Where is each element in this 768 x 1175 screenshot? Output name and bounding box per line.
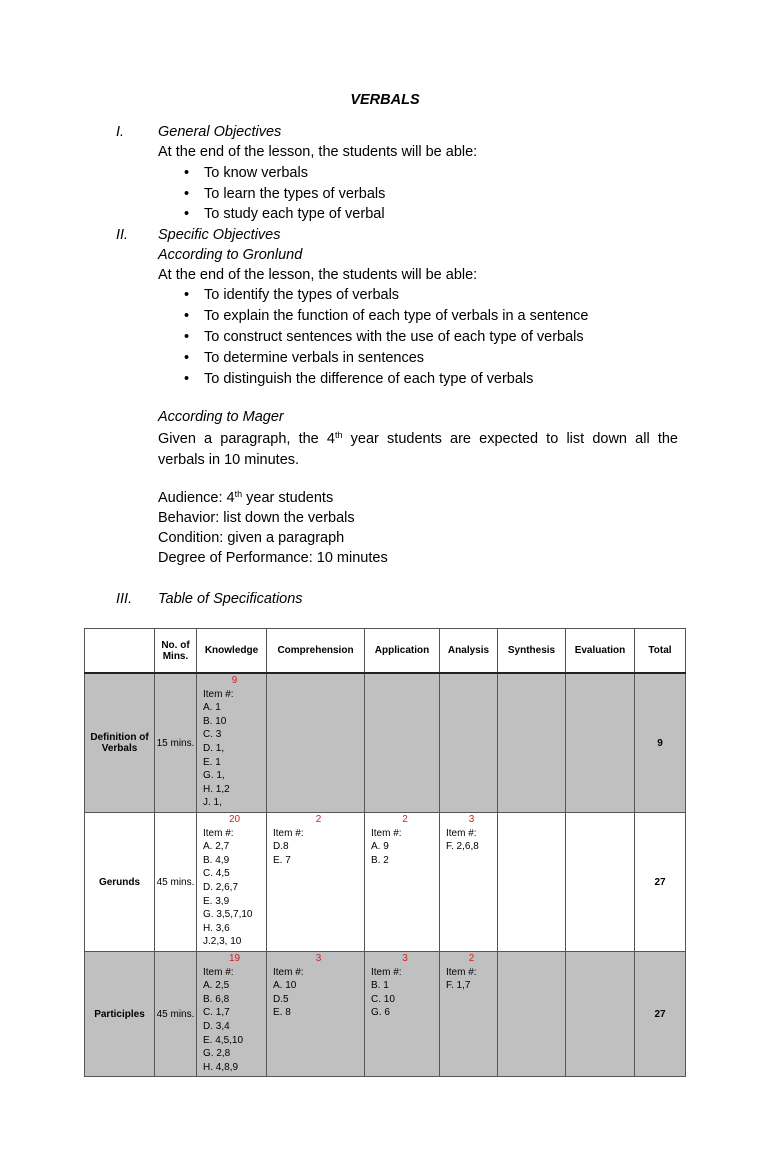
topic-cell: Participles: [85, 952, 155, 1077]
item-number: B. 10: [203, 715, 227, 727]
bullet-item: • To explain the function of each type of verbals in a sentence: [184, 307, 589, 325]
section-numeral: I.: [116, 124, 125, 140]
evaluation-cell: [566, 952, 635, 1077]
item-label: Item #:: [371, 827, 402, 839]
item-number: D. 1,: [203, 742, 225, 754]
item-number: E. 1: [203, 756, 221, 768]
bullet-item: • To learn the types of verbals: [184, 185, 385, 203]
analysis-cell: [440, 952, 498, 1077]
column-header: Total: [635, 629, 686, 674]
item-number: E. 3,9: [203, 895, 230, 907]
item-number: J.2,3, 10: [203, 936, 242, 948]
item-label: Item #:: [273, 827, 304, 839]
mager-objective-line: verbals in 10 minutes.: [158, 452, 300, 468]
application-cell: [365, 813, 440, 952]
item-count: 3: [402, 953, 408, 964]
column-header: Knowledge: [197, 629, 267, 674]
superscript: th: [234, 489, 243, 499]
application-cell: [365, 952, 440, 1077]
item-count: 3: [468, 814, 475, 825]
section-heading: General Objectives: [158, 124, 282, 140]
item-number: A. 2,7: [203, 841, 230, 853]
bullet-item: • To study each type of verbal: [184, 205, 385, 223]
item-label: Item #:: [203, 966, 234, 978]
item-number: D.8: [273, 841, 289, 853]
item-count: 3: [315, 953, 322, 964]
degree-line: Degree of Performance: 10 minutes: [158, 550, 388, 566]
item-label: Item #:: [446, 827, 477, 839]
bullet-item: • To construct sentences with the use of each type of verbals: [184, 328, 584, 346]
item-number: G. 1,: [203, 770, 225, 782]
comprehension-cell: [267, 952, 365, 1077]
item-number: F. 2,6,8: [446, 841, 479, 853]
total-cell: 9: [635, 673, 686, 813]
subheading: According to Mager: [158, 409, 284, 425]
behavior-line: Behavior: list down the verbals: [158, 510, 355, 526]
item-number: B. 4,9: [203, 854, 230, 866]
column-header: Synthesis: [498, 629, 566, 674]
topic-cell: Gerunds: [85, 813, 155, 952]
item-number: B. 6,8: [203, 993, 230, 1005]
text: Audience: 4: [158, 490, 235, 506]
item-number: A. 9: [371, 841, 389, 853]
evaluation-cell: [566, 673, 635, 813]
application-cell: [365, 673, 440, 813]
table-row: [85, 673, 686, 813]
superscript: th: [334, 430, 343, 440]
analysis-cell: [440, 813, 498, 952]
item-number: F. 1,7: [446, 980, 471, 992]
total-cell: 27: [635, 813, 686, 952]
bullet-item: • To distinguish the difference of each type of verbals: [184, 370, 533, 388]
item-count: 2: [468, 953, 475, 964]
minutes-cell: 15 mins.: [155, 673, 197, 813]
item-number: C. 4,5: [203, 868, 230, 880]
item-label: Item #:: [273, 966, 304, 978]
item-label: Item #:: [203, 688, 234, 700]
minutes-cell: 45 mins.: [155, 813, 197, 952]
text: year students: [242, 490, 334, 506]
section-numeral: III.: [116, 591, 133, 607]
table-of-specifications: [84, 628, 686, 1077]
item-number: B. 1: [371, 980, 389, 992]
comprehension-cell: [267, 813, 365, 952]
item-number: C. 3: [203, 729, 222, 741]
item-number: D. 3,4: [203, 1020, 230, 1032]
item-number: B. 2: [371, 854, 389, 866]
bullet-item: • To know verbals: [184, 164, 308, 182]
topic-cell: Definition of Verbals: [85, 673, 155, 813]
section-numeral: II.: [116, 227, 129, 243]
item-label: Item #:: [371, 966, 402, 978]
item-number: J. 1,: [203, 797, 222, 809]
item-number: D.5: [273, 993, 289, 1005]
knowledge-cell: [197, 673, 267, 813]
audience-line: [158, 489, 333, 507]
column-header: Application: [365, 629, 440, 674]
knowledge-cell: [197, 952, 267, 1077]
item-number: E. 7: [273, 854, 291, 866]
column-header: Evaluation: [566, 629, 635, 674]
item-label: Item #:: [446, 966, 477, 978]
synthesis-cell: [498, 673, 566, 813]
text: Given a paragraph, the 4: [158, 431, 335, 447]
item-number: G. 3,5,7,10: [203, 909, 253, 921]
document-title: VERBALS: [350, 92, 420, 108]
item-number: A. 10: [273, 980, 297, 992]
item-number: E. 4,5,10: [203, 1034, 244, 1046]
synthesis-cell: [498, 952, 566, 1077]
item-count: 9: [231, 675, 238, 686]
text: year students are expected to list down all the: [342, 431, 679, 447]
item-number: C. 10: [371, 993, 395, 1005]
section-heading: Specific Objectives: [158, 227, 281, 243]
knowledge-cell: [197, 813, 267, 952]
mager-objective-line: [158, 430, 678, 448]
item-number: C. 1,7: [203, 1007, 230, 1019]
condition-line: Condition: given a paragraph: [158, 530, 345, 546]
item-number: E. 8: [273, 1007, 291, 1019]
synthesis-cell: [498, 813, 566, 952]
item-number: A. 2,5: [203, 980, 230, 992]
item-number: A. 1: [203, 702, 221, 714]
table-row: [85, 813, 686, 952]
bullet-item: • To identify the types of verbals: [184, 286, 399, 304]
bullet-item: • To determine verbals in sentences: [184, 349, 424, 367]
evaluation-cell: [566, 813, 635, 952]
intro-text: At the end of the lesson, the students will be able:: [158, 144, 478, 160]
column-header: No. of Mins.: [155, 629, 197, 674]
item-number: G. 2,8: [203, 1048, 231, 1060]
item-number: H. 3,6: [203, 922, 230, 934]
column-header: Comprehension: [267, 629, 365, 674]
item-number: G. 6: [371, 1007, 390, 1019]
column-header: [85, 629, 155, 674]
comprehension-cell: [267, 673, 365, 813]
item-count: 19: [228, 953, 241, 964]
item-number: H. 1,2: [203, 783, 230, 795]
item-count: 20: [228, 814, 241, 825]
intro-text: At the end of the lesson, the students will be able:: [158, 267, 478, 283]
section-heading: Table of Specifications: [158, 591, 303, 607]
item-count: 2: [315, 814, 322, 825]
table-row: [85, 952, 686, 1077]
item-number: H. 4,8,9: [203, 1061, 239, 1073]
minutes-cell: 45 mins.: [155, 952, 197, 1077]
item-label: Item #:: [203, 827, 234, 839]
analysis-cell: [440, 673, 498, 813]
total-cell: 27: [635, 952, 686, 1077]
column-header: Analysis: [440, 629, 498, 674]
subheading: According to Gronlund: [158, 247, 303, 263]
item-count: 2: [402, 814, 408, 825]
item-number: D. 2,6,7: [203, 881, 239, 893]
